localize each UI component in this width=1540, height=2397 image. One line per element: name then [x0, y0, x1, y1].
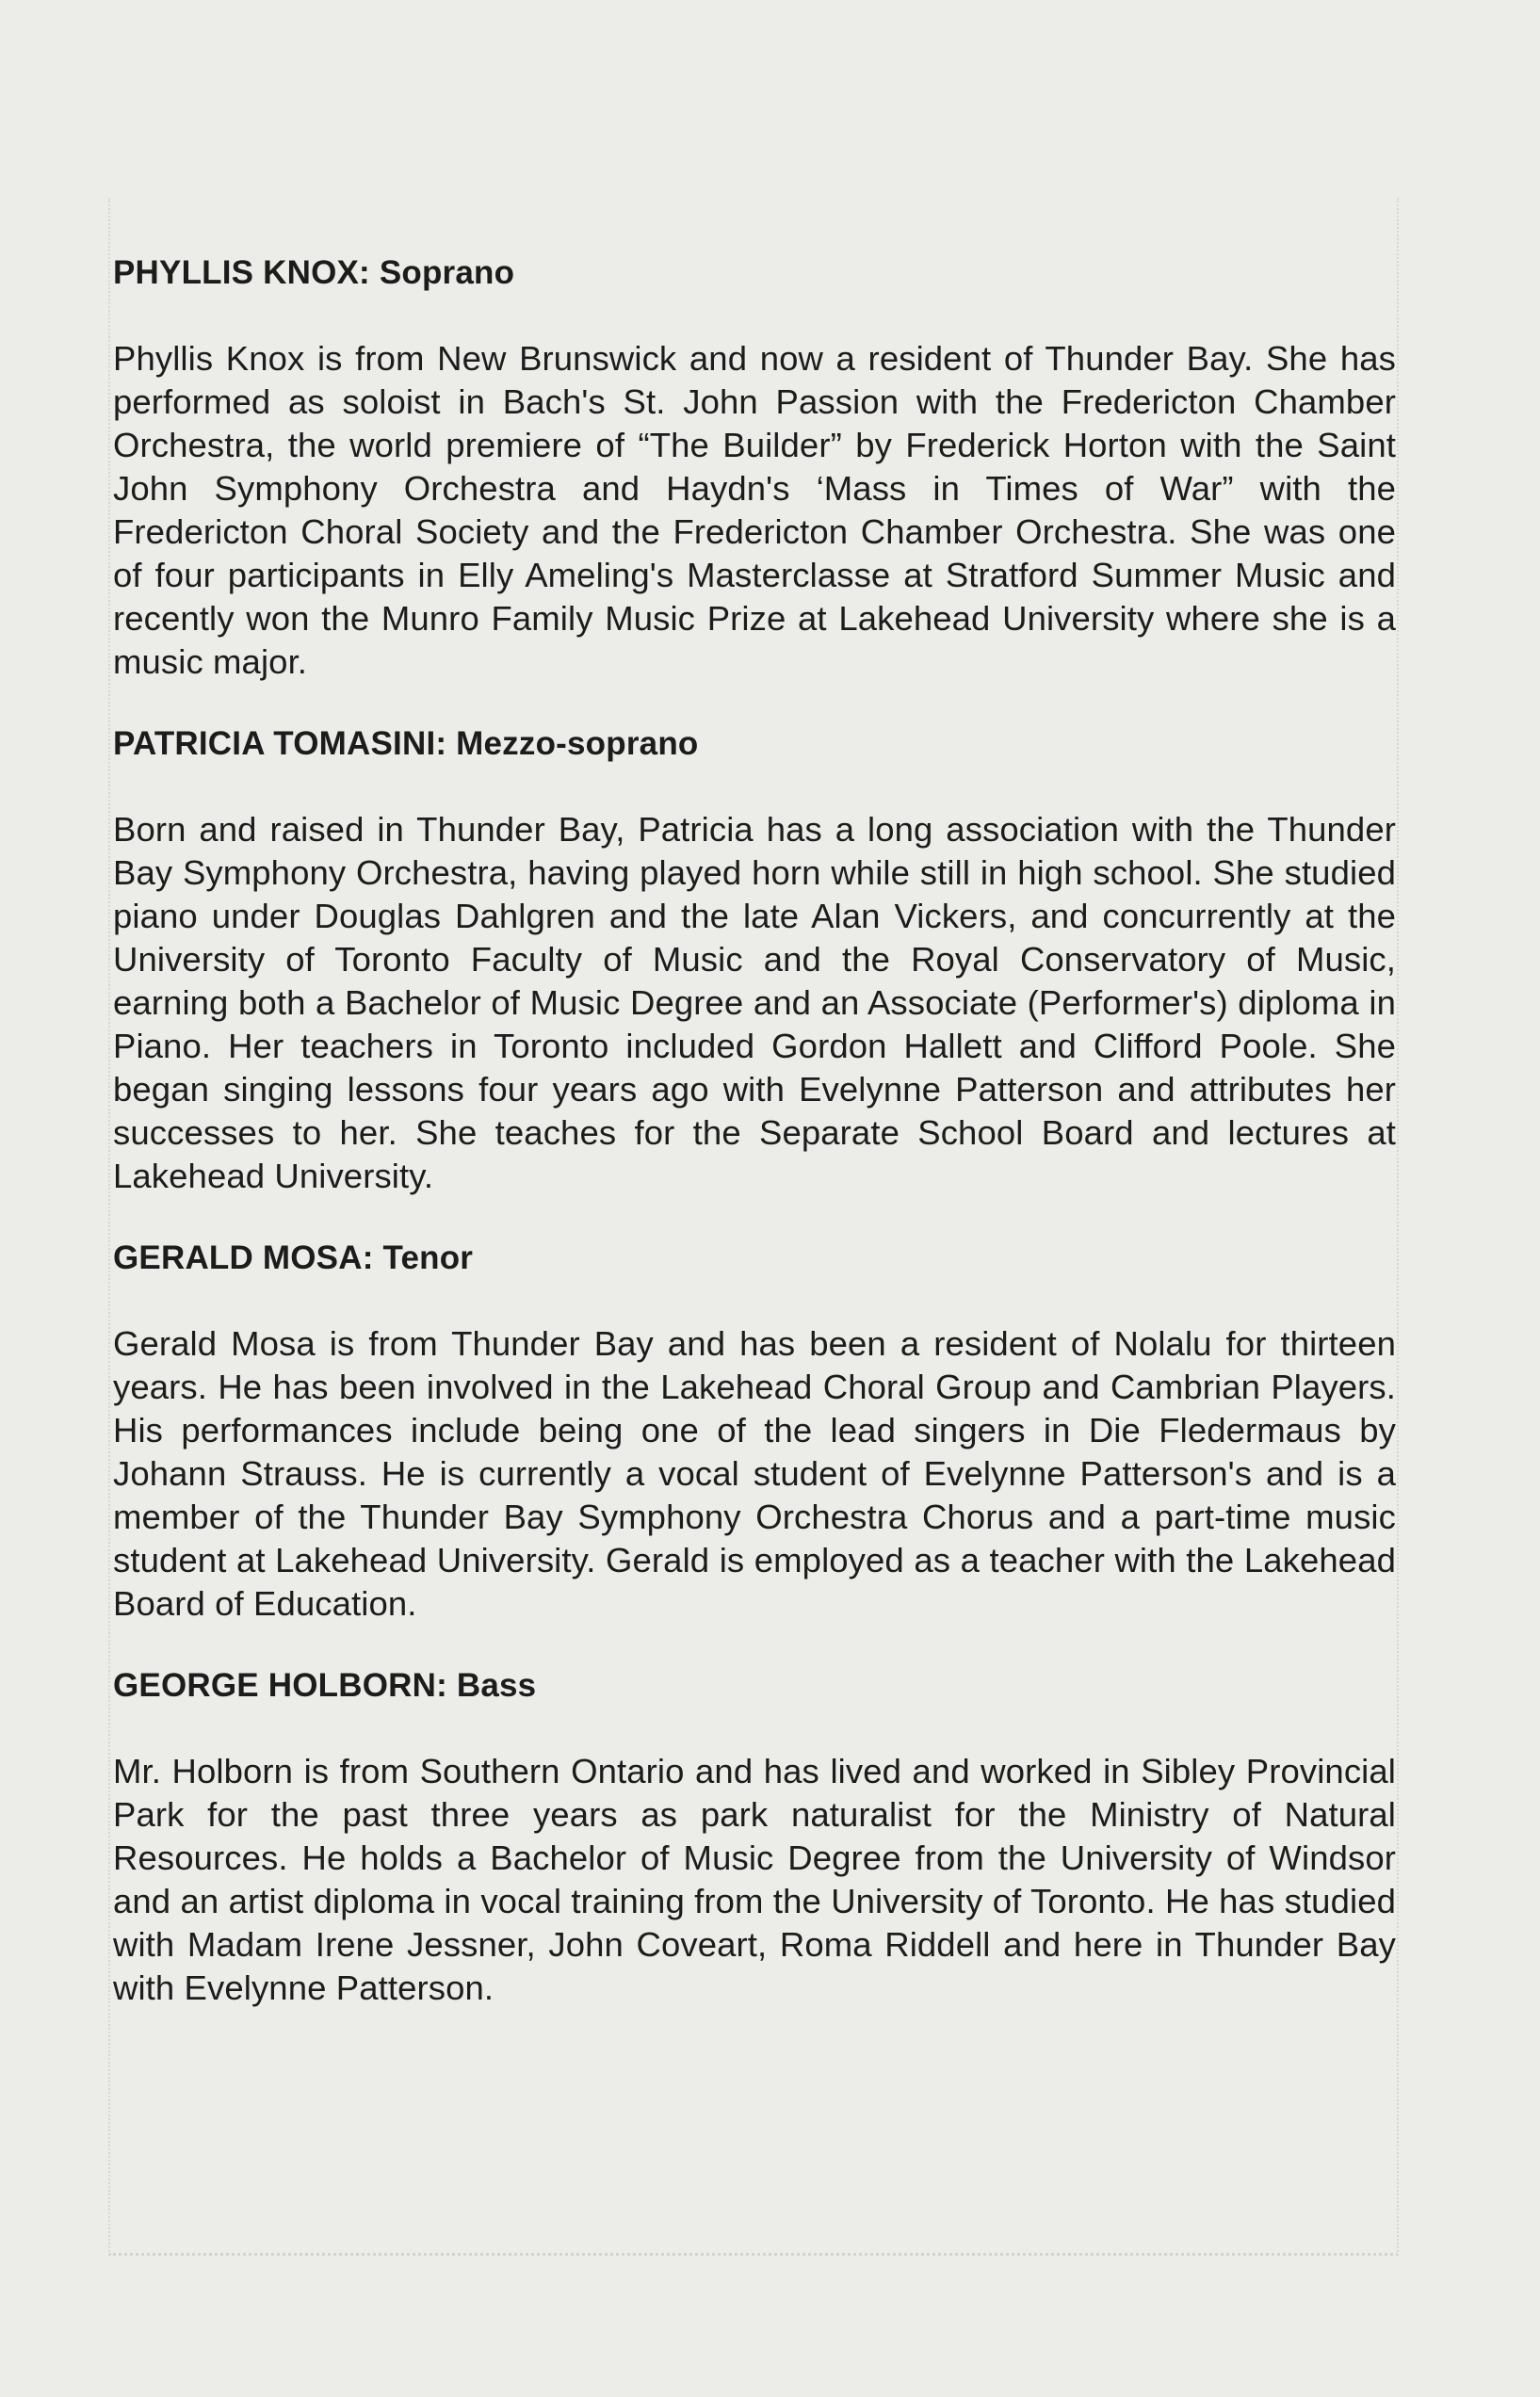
section-heading: GERALD MOSA: Tenor — [113, 1239, 474, 1276]
section-paragraph: Mr. Holborn is from Southern Ontario and has lived and worked in Sibley Provincial Park for the past three years as park naturalist for the Ministry of Natural Resources. He holds a Bachelor of Music Degree from the University of Windsor and an artist diploma in vocal training from the University of Toronto. He has studied with Madam Irene Jessner, John Coveart, Roma Riddell and here in Thunder Bay with Evelynne Patterson. — [113, 1752, 1396, 2007]
performer-bios — [113, 252, 1396, 2049]
section-paragraph: Born and raised in Thunder Bay, Patricia has a long association with the Thunder Bay Symphony Orchestra, having played horn while still in high school. She studied piano under Douglas Dahlgren and the late Alan Vickers, and concurrently at the University of Toronto Faculty of Music and the Royal Conservatory of Music, earning both a Bachelor of Music Degree and an Associate (Performer's) diploma in Piano. Her teachers in Toronto included Gordon Hallett and Clifford Poole. She began singing lessons four years ago with Evelynne Patterson and attributes her successes to her. She teaches for the Separate School Board and lectures at Lakehead University. — [113, 810, 1396, 1195]
section-paragraph: Gerald Mosa is from Thunder Bay and has been a resident of Nolalu for thirteen years. He has been involved in the Lakehead Choral Group and Cambrian Players. His performances include being one of the lead singers in Die Fledermaus by Johann Strauss. He is currently a vocal student of Evelynne Patterson's and is a member of the Thunder Bay Symphony Orchestra Chorus and a part-time music student at Lakehead University. Gerald is employed as a teacher with the Lakehead Board of Education. — [113, 1324, 1396, 1623]
bio-section-patricia-tomasini — [113, 723, 1396, 1198]
bio-section-phyllis-knox — [113, 252, 1396, 684]
section-heading: PATRICIA TOMASINI: Mezzo-soprano — [113, 725, 699, 762]
bio-section-george-holborn — [113, 1665, 1396, 2010]
section-heading: GEORGE HOLBORN: Bass — [113, 1667, 537, 1704]
section-paragraph: Phyllis Knox is from New Brunswick and now a resident of Thunder Bay. She has performed as soloist in Bach's St. John Passion with the Fredericton Chamber Orchestra, the world premiere of “The Builder” by Frederick Horton with the Saint John Symphony Orchestra and Haydn's ‘Mass in Times of War” with the Fredericton Choral Society and the Fredericton Chamber Orchestra. She was one of four participants in Elly Ameling's Masterclasse at Stratford Summer Music and recently won the Munro Family Music Prize at Lakehead University where she is a music major. — [113, 339, 1396, 681]
section-heading: PHYLLIS KNOX: Soprano — [113, 254, 515, 291]
bio-section-gerald-mosa — [113, 1238, 1396, 1626]
